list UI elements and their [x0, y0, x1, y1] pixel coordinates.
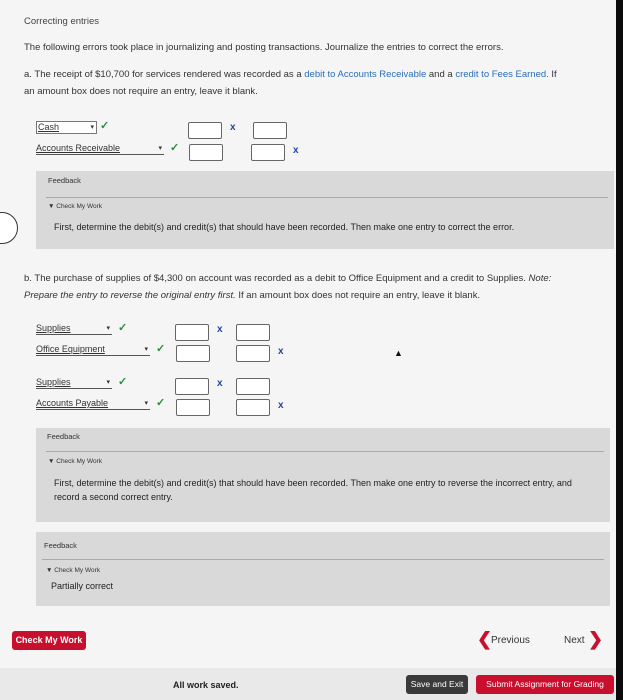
part-a-and: and a	[428, 69, 453, 80]
part-b-question	[24, 273, 551, 284]
divider	[46, 197, 608, 198]
debit-amount-input[interactable]	[188, 122, 222, 139]
screen-edge	[616, 0, 623, 700]
save-and-exit-button[interactable]: Save and Exit	[406, 675, 468, 694]
check-my-work-toggle[interactable]	[48, 458, 102, 465]
debit-amount-input[interactable]	[176, 345, 210, 362]
chevron-down-icon: ▾	[106, 325, 110, 332]
part-a-text-1: The receipt of $10,700 for services rendered was recorded as a	[34, 69, 302, 80]
submit-assignment-button[interactable]: Submit Assignment for Grading	[476, 675, 614, 694]
feedback-title: Feedback	[44, 541, 77, 550]
chevron-down-icon: ▾	[90, 124, 94, 131]
chevron-down-icon: ▾	[144, 400, 148, 407]
incorrect-icon: x	[278, 400, 284, 411]
feedback-text: Partially correct	[51, 581, 114, 591]
debit-amount-input[interactable]	[175, 378, 209, 395]
account-dropdown-value: Supplies	[36, 377, 71, 387]
part-a-credit-text: credit to Fees Earned.	[455, 69, 549, 80]
credit-amount-input[interactable]	[236, 345, 270, 362]
feedback-panel	[36, 171, 614, 249]
page-title: Correcting entries	[24, 16, 99, 27]
account-dropdown[interactable]	[36, 398, 150, 410]
check-icon: ✓	[156, 343, 166, 355]
chevron-right-icon: ❯	[588, 629, 604, 649]
account-dropdown-value: Office Equipment	[36, 344, 105, 354]
chevron-down-icon: ▾	[106, 379, 110, 386]
check-icon: ✓	[170, 142, 180, 154]
check-icon: ✓	[156, 397, 166, 409]
account-dropdown-value: Cash	[38, 122, 60, 132]
feedback-panel	[36, 532, 610, 606]
chevron-down-icon: ▾	[158, 145, 162, 152]
account-dropdown[interactable]	[36, 143, 164, 155]
feedback-text: First, determine the debit(s) and credit(s) that should have been recorded. Then make one entry to reverse the incorrect entry, and record a second correct entry.	[54, 478, 572, 502]
part-a-debit-text: debit to Accounts Receivable	[304, 69, 427, 80]
debit-amount-input[interactable]	[175, 324, 209, 341]
part-a-tail: If	[551, 69, 557, 80]
part-b-text-1: The purchase of supplies of $4,300 on account was recorded as a debit to Office Equipment and a credit to Supplies.	[34, 273, 526, 284]
part-b-note: Note:	[528, 273, 552, 284]
credit-amount-input[interactable]	[236, 324, 270, 341]
chevron-down-icon: ▾	[144, 346, 148, 353]
account-dropdown[interactable]	[36, 344, 150, 356]
part-b-note-text: Prepare the entry to reverse the original entry first.	[24, 290, 236, 301]
credit-amount-input[interactable]	[236, 399, 270, 416]
next-label: Next	[564, 635, 585, 646]
triangle-icon: ▼	[46, 567, 53, 574]
account-dropdown[interactable]	[36, 323, 112, 335]
feedback-title: Feedback	[48, 176, 81, 185]
feedback-panel	[36, 428, 610, 522]
part-b-text-3: If an amount box does not require an entry, leave it blank.	[238, 290, 481, 301]
account-dropdown[interactable]	[36, 377, 112, 389]
incorrect-icon: x	[230, 122, 236, 133]
feedback-text: First, determine the debit(s) and credit(s) that should have been recorded. Then make one entry to correct the error.	[54, 222, 515, 232]
incorrect-icon: x	[293, 145, 299, 156]
previous-label: Previous	[491, 635, 530, 646]
part-a-question	[24, 69, 557, 80]
triangle-icon: ▼	[48, 203, 55, 210]
part-b-instructions	[24, 290, 480, 301]
incorrect-icon: x	[217, 378, 223, 389]
part-b-label: b.	[24, 273, 32, 284]
check-my-work-label: Check My Work	[56, 203, 102, 210]
side-tab-icon[interactable]	[0, 212, 18, 244]
account-dropdown-value: Accounts Payable	[36, 398, 109, 408]
feedback-title: Feedback	[47, 432, 80, 441]
divider	[46, 451, 604, 452]
check-my-work-label: Check My Work	[56, 458, 102, 465]
check-icon: ✓	[118, 376, 128, 388]
mouse-cursor-icon: ▲	[394, 348, 403, 358]
incorrect-icon: x	[278, 346, 284, 357]
chevron-left-icon: ❮	[477, 629, 493, 649]
save-status: All work saved.	[173, 680, 239, 690]
incorrect-icon: x	[217, 324, 223, 335]
footer-bar	[0, 668, 621, 700]
check-my-work-button[interactable]: Check My Work	[12, 631, 86, 650]
instructions: The following errors took place in journalizing and posting transactions. Journalize the entries to correct the errors.	[24, 42, 504, 53]
account-dropdown-value: Supplies	[36, 323, 71, 333]
credit-amount-input[interactable]	[236, 378, 270, 395]
credit-amount-input[interactable]	[251, 144, 285, 161]
debit-amount-input[interactable]	[189, 144, 223, 161]
account-dropdown-value: Accounts Receivable	[36, 143, 121, 153]
part-a-label: a.	[24, 69, 32, 80]
debit-amount-input[interactable]	[176, 399, 210, 416]
check-icon: ✓	[118, 322, 128, 334]
part-a-instructions: an amount box does not require an entry, leave it blank.	[24, 86, 258, 97]
account-dropdown[interactable]	[36, 121, 97, 134]
check-my-work-toggle[interactable]	[46, 567, 100, 574]
check-my-work-label: Check My Work	[54, 567, 100, 574]
credit-amount-input[interactable]	[253, 122, 287, 139]
check-icon: ✓	[100, 120, 110, 132]
divider	[42, 559, 604, 560]
check-my-work-toggle[interactable]	[48, 203, 102, 210]
triangle-icon: ▼	[48, 458, 55, 465]
